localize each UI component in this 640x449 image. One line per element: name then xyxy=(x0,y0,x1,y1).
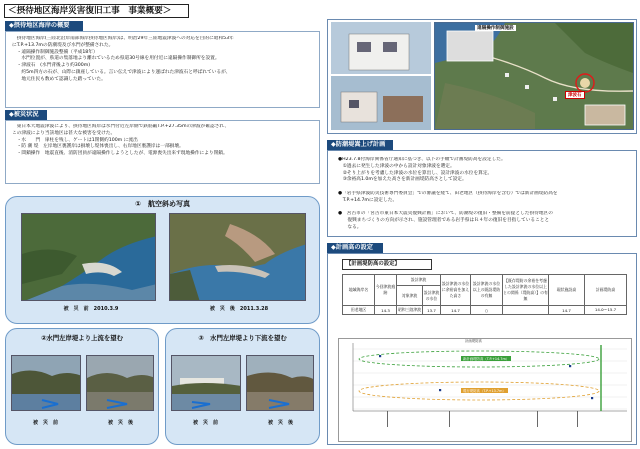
td-margin: 14.7 xyxy=(441,306,471,315)
plan-table-title: 【計画堤防高の設定】 xyxy=(342,259,432,270)
aerial-photo-before xyxy=(21,213,156,301)
aerial-photo-after xyxy=(169,213,306,301)
view2-label-before: 被 災 前 xyxy=(32,420,58,426)
raise-text-3: ● 宮古市の「宮古市東日本大震災復興計画」において、防潮堤の復旧・整備を前提とした摂待地区の 復興まちづくりの方向が示され、施設管理者である岩手県はＲ４年の復旧を目指していることと なる。 xyxy=(338,211,553,230)
th-design: 設計津波 xyxy=(397,275,441,286)
aerial-caption: ① 航空斜め写真 xyxy=(135,200,190,208)
aerial-label-before: 被 災 前 2010.3.9 xyxy=(63,306,119,312)
overview-header: ◆摂待地区海岸の概要 xyxy=(5,21,83,31)
td-trace: 14.3 xyxy=(375,306,397,315)
th-trace: 今回津波痕跡 xyxy=(375,275,397,306)
damage-header: ◆被災状況 xyxy=(5,110,47,120)
view2-label-after: 被 災 後 xyxy=(107,420,133,426)
td-level: 13.7 xyxy=(423,306,441,315)
th-relation: 【既存堤防の余裕を考慮した設計津波の水位以上との関係（堤防高）】の有無 xyxy=(503,275,549,306)
th-area: 地域海岸名 xyxy=(343,275,375,306)
plan-graph-title: 計画堤防高 xyxy=(465,339,482,343)
th-current: 現状施設高 xyxy=(549,275,585,306)
green-line-label: 新計画堤防高（T.P.+14.7m） xyxy=(463,357,510,361)
view3-panel xyxy=(165,328,320,445)
facility-photos xyxy=(331,22,431,130)
view2-photo-before xyxy=(11,355,81,411)
aerial-panel xyxy=(5,196,320,324)
view3-caption: ③ 水門左岸堤より下流を望む xyxy=(198,334,287,342)
raise-text-2: ●「岩手県津波防災技術専門委員会」での審議を経て、田老地区（摂待海岸を含む）では新計画堤防高を T.P.+14.7mに設定した。 xyxy=(338,191,558,203)
page-title: ＜摂待地区海岸災害復旧工事 事業概要＞ xyxy=(4,4,189,18)
th-plan: 計画堤防高 xyxy=(585,275,627,306)
view3-photo-after xyxy=(246,355,314,411)
td-target: 昭和三陸津波 xyxy=(397,306,423,315)
view3-photo-before xyxy=(171,355,241,411)
damage-box xyxy=(5,120,320,184)
site-map xyxy=(434,22,634,130)
plan-graph xyxy=(338,338,632,442)
overview-box xyxy=(5,31,320,108)
td-relation xyxy=(503,306,549,315)
overview-text: 摂待地区海岸(三陸北沿岸南部海岸摂待地区海岸)は、明治29年三陸地震津波への対応を目的に昭和53年 にT.P.+13.7mの防潮堤及び水門が整備された。 ・遠隔操作制御施設整備（平成18年） 水門位置が、県道の集落地より離れているため県道30号線を用付近に遠隔操作制御所を設置。 ・津波石 (水門背後より約300m) 約5m四方の石が、山際に鎮座している。言い伝えで津波により運ばれた津波石と呼ばれているが、 地元住民も数めて認識した踏っていた。 xyxy=(12,36,234,82)
td-area: 田老地区 xyxy=(343,306,375,315)
view3-label-before: 被 災 前 xyxy=(192,420,218,426)
td-existing: ○ xyxy=(471,306,503,315)
view2-caption: ②水門左岸堤より上流を望む xyxy=(40,334,124,342)
plan-table xyxy=(342,274,626,315)
plan-header: ◆計画高の設定 xyxy=(327,243,383,253)
view2-photo-after xyxy=(86,355,154,411)
th-target: 対象津波 xyxy=(397,286,423,306)
damage-text: 東日本大地震津波により、摂待地区海岸は水門付近左岸側で鉄筋巌T.P.+27.35mの津波が確認され、 この津波により当該地区は甚大な被害を受けた。 ・水 門 扉柱を残し、ゲートは1閉側約100m に流出 ・防 潮 堤 左岸地区裏護岸は損壊し堤体喪出し、右岸地区裏護岸は一部損壊。 ・間鎖操作 地震直後、消防団員が遠隔操作しようとしたが、電源喪失出来ず現地操作により閉鎖。 xyxy=(12,124,230,157)
aerial-label-after: 被 災 後 2011.3.28 xyxy=(209,306,269,312)
th-margin: 設計津波の水位に余裕高を加えた高さ xyxy=(441,275,471,306)
th-existing: 設計津波の水位以上の既設堤防の有無 xyxy=(471,275,503,306)
view3-label-after: 被 災 後 xyxy=(267,420,293,426)
orange-line-label: 現行堤防高（T.P.+13.7m） xyxy=(463,389,506,393)
plan-box xyxy=(327,253,637,445)
raise-header: ◆防潮堤嵩上げ計画 xyxy=(327,140,393,150)
view2-panel xyxy=(5,328,159,445)
map-photo-title: 遠隔操作制御施設 xyxy=(477,26,514,31)
td-current: 14.7 xyxy=(549,306,585,315)
th-level: 設計津波の水位 xyxy=(423,286,441,306)
map-tsunami-stone-label: 津波石 xyxy=(565,91,585,99)
overview-image-panel xyxy=(327,19,637,134)
td-plan: 14.0～15.7 xyxy=(585,306,627,315)
raise-text-1: ●H23.7.8付海岸関係省庁通知に基づき、以下の手順で計画堤防高を設定した。 ①過去に発生した津波の中から設計対象津波を選定。 ②そり上がりを考慮した津波の水位を算出し、設計津波の水位を算定。 ③余裕高1.0mを加えた高さを新計画堤防高さとして設定。 xyxy=(338,157,506,183)
raise-box xyxy=(327,150,637,237)
